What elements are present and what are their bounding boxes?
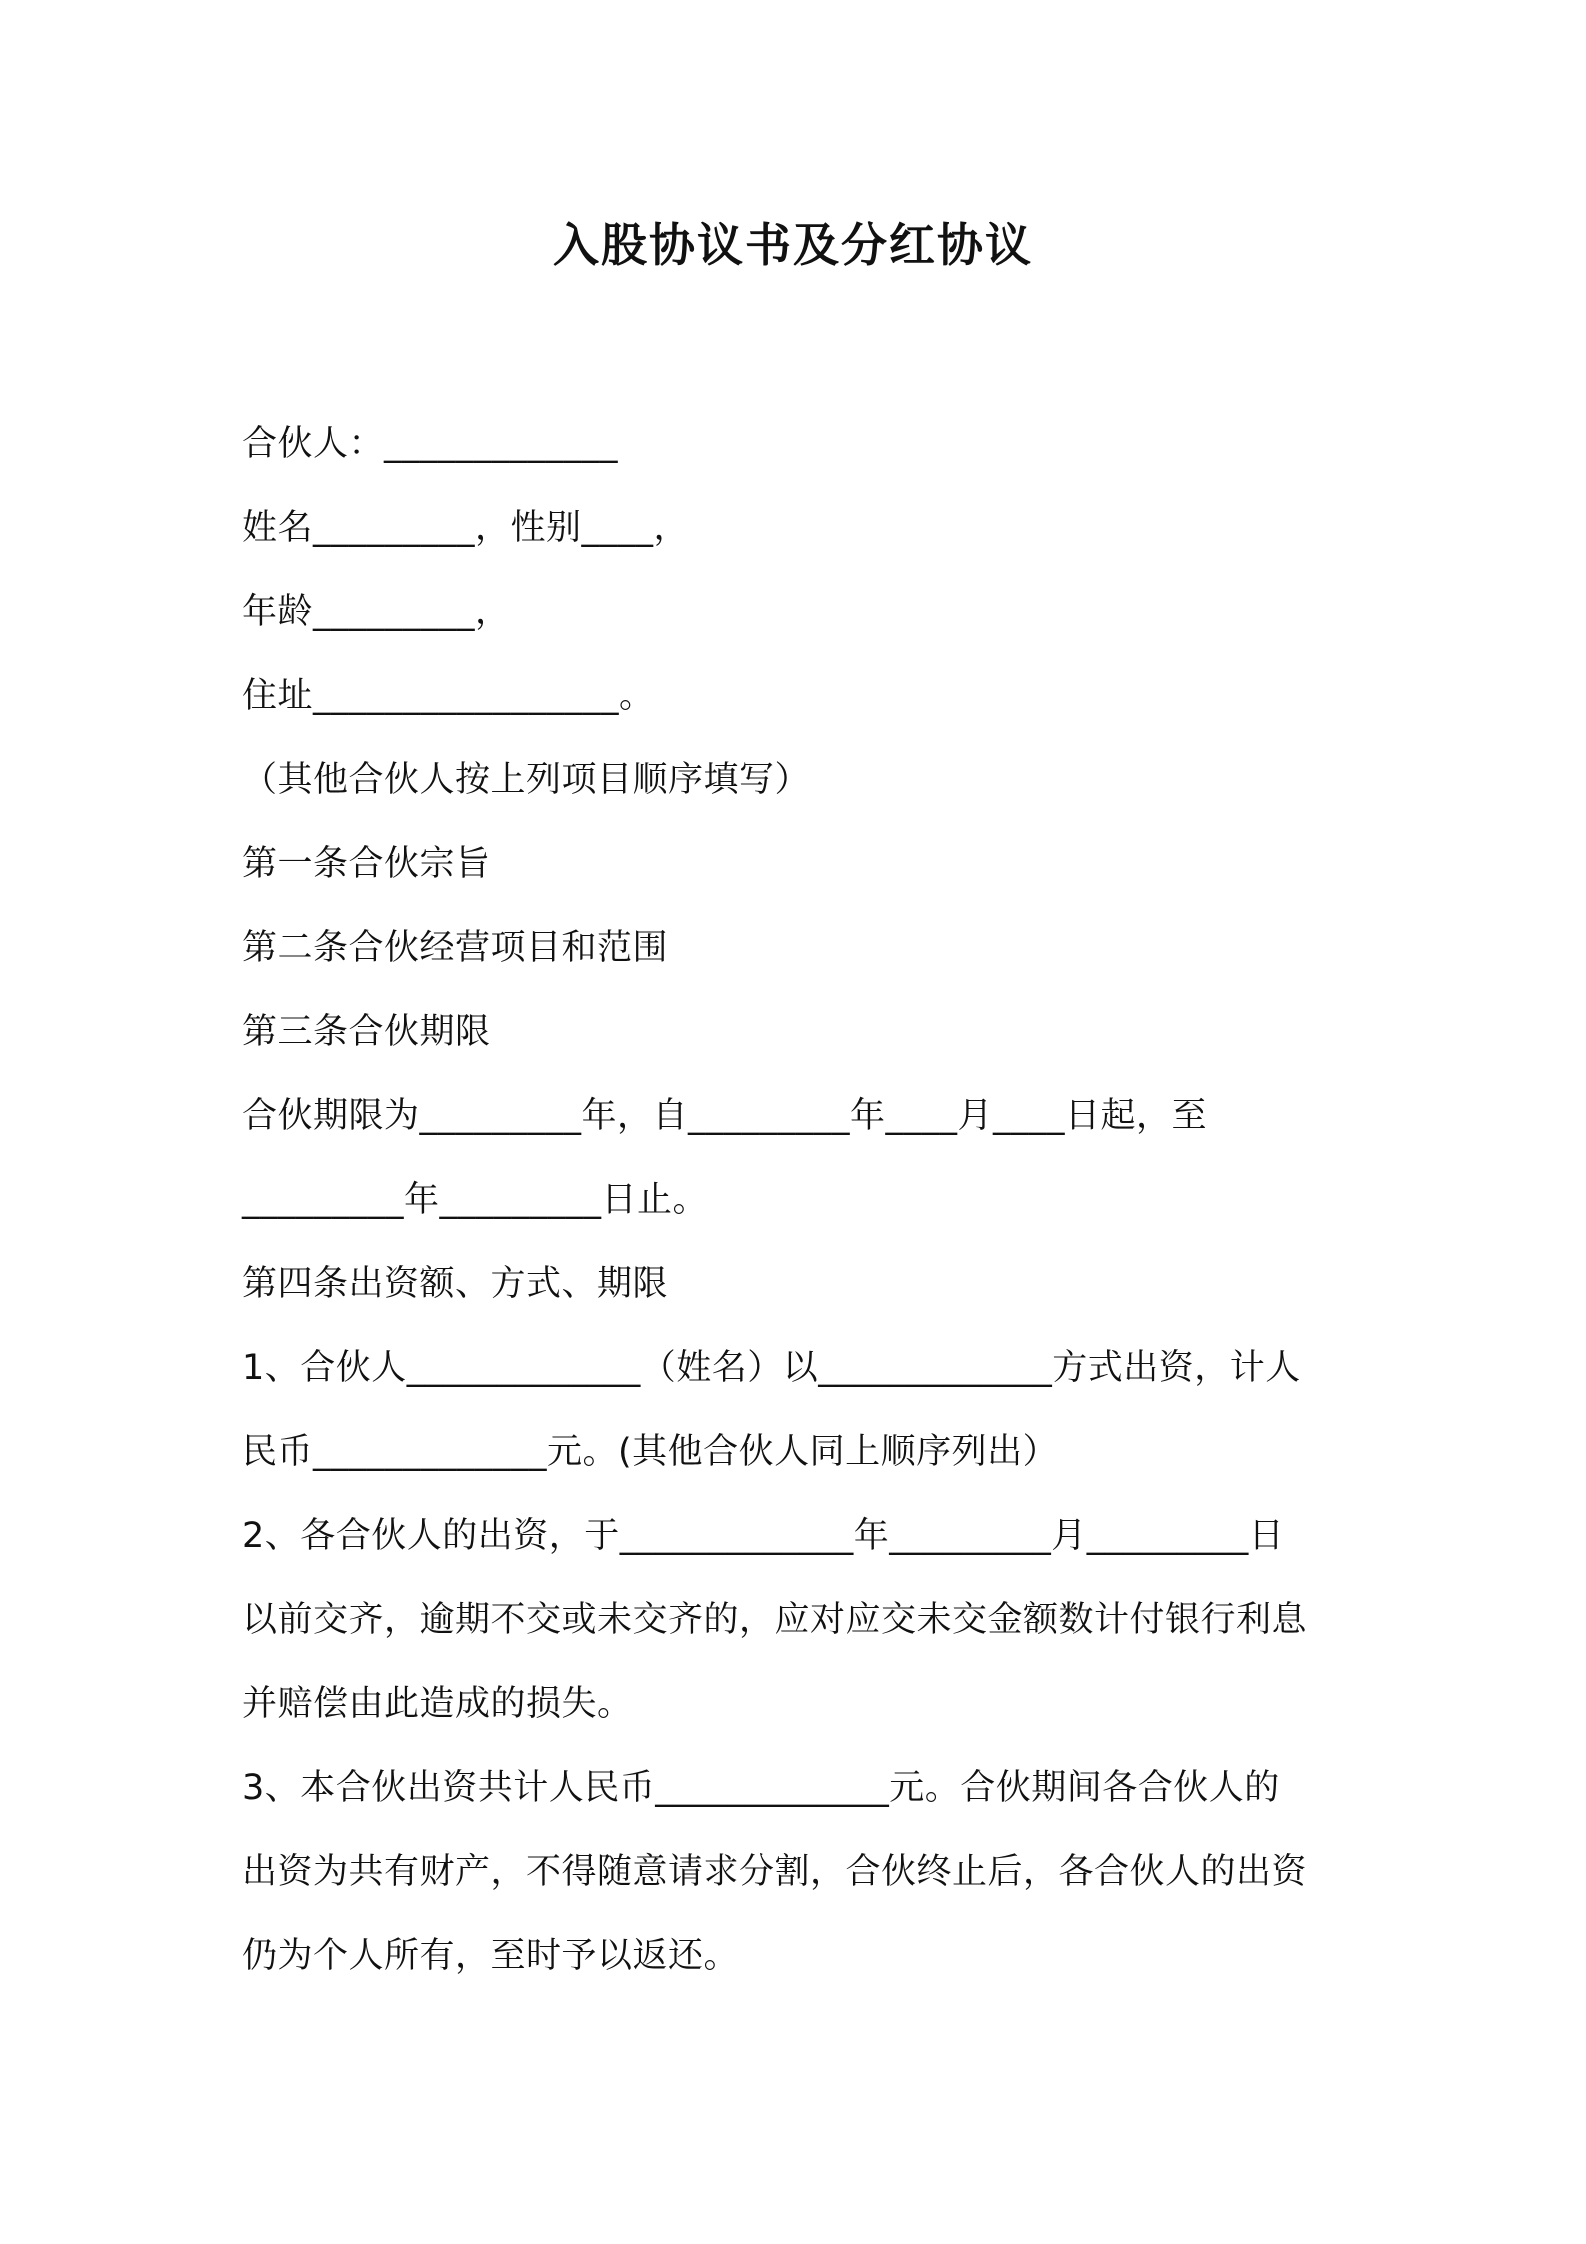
article-3-heading: 第三条合伙期限 [242, 1012, 491, 1052]
clause-3-line-1: 3、本合伙出资共计人民币_____________元。合伙期间各合伙人的 [242, 1768, 1280, 1808]
term-line-2: _________年_________日止。 [242, 1180, 709, 1220]
clause-1-line-2: 民币_____________元。(其他合伙人同上顺序列出） [242, 1432, 1059, 1472]
clause-3-line-3: 仍为个人所有，至时予以返还。 [242, 1936, 740, 1976]
clause-2-line-3: 并赔偿由此造成的损失。 [242, 1684, 633, 1724]
other-partners-note: （其他合伙人按上列项目顺序填写） [242, 760, 811, 800]
clause-2-line-2: 以前交齐，逾期不交或未交齐的，应对应交未交金额数计付银行利息 [242, 1600, 1308, 1640]
name-gender-line: 姓名_________，性别____， [242, 508, 690, 548]
document-title: 入股协议书及分红协议 [553, 218, 1033, 272]
clause-2-line-1: 2、各合伙人的出资，于_____________年_________月_________日 [242, 1516, 1285, 1556]
clause-3-line-2: 出资为共有财产，不得随意请求分割，合伙终止后，各合伙人的出资 [242, 1852, 1308, 1892]
address-line: 住址_________________。 [242, 676, 655, 716]
document-body [242, 402, 1367, 1998]
term-line-1: 合伙期限为_________年，自_________年____月____日起，至 [242, 1096, 1208, 1136]
article-4-heading: 第四条出资额、方式、期限 [242, 1264, 669, 1304]
partner-line: 合伙人：_____________ [242, 424, 619, 464]
age-line: 年龄_________， [242, 592, 511, 632]
article-1-heading: 第一条合伙宗旨 [242, 844, 491, 884]
article-2-heading: 第二条合伙经营项目和范围 [242, 928, 669, 968]
clause-1-line-1: 1、合伙人_____________（姓名）以_____________方式出资，计人 [242, 1348, 1301, 1388]
